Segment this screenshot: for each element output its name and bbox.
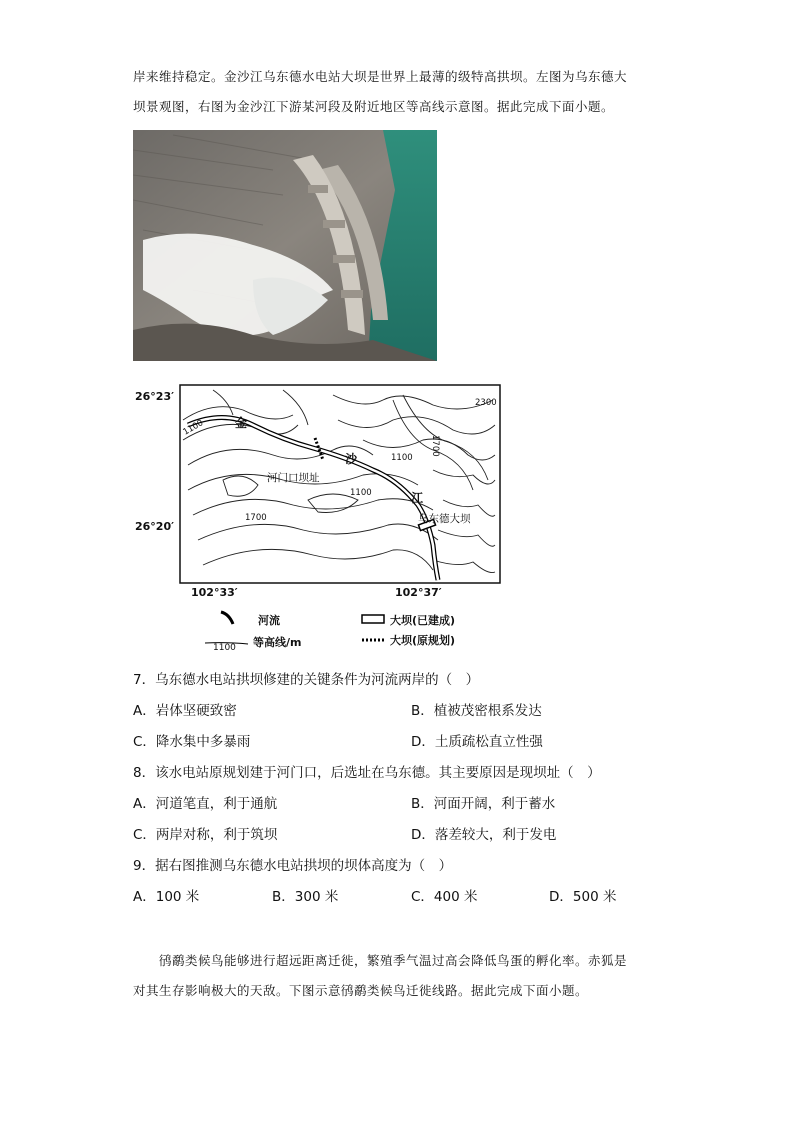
- dam-photo: [133, 130, 437, 361]
- map-legend: [205, 612, 455, 653]
- question-8-stem: 8．该水电站原规划建于河门口，后选址在乌东德。其主要原因是现坝址（ ）: [133, 765, 601, 781]
- question-9-option-c[interactable]: C．400 米: [411, 889, 478, 905]
- outro-paragraph: [133, 946, 663, 1006]
- contour-map-svg: [133, 380, 533, 655]
- river-name-char-2: 沙: [345, 452, 358, 466]
- lon-right-label: 102°37′: [395, 586, 442, 599]
- question-8-option-d[interactable]: D．落差较大，利于发电: [411, 827, 557, 843]
- question-7-option-d[interactable]: D．土质疏松直立性强: [411, 734, 543, 750]
- map-frame: [180, 385, 500, 583]
- lat-top-label: 26°23′: [135, 390, 175, 403]
- contour-1700-right-label: 1700: [430, 435, 440, 457]
- legend-river-label: 河流: [258, 614, 280, 627]
- question-8-option-a[interactable]: A．河道笔直，利于通航: [133, 796, 278, 812]
- lon-left-label: 102°33′: [191, 586, 238, 599]
- outro-line-1: 鸻鹬类候鸟能够进行超远距离迁徙，繁殖季气温过高会降低鸟蛋的孵化率。赤狐是: [133, 953, 628, 968]
- site-wudongde-label: 乌东德大坝: [418, 513, 471, 525]
- question-9-option-b[interactable]: B．300 米: [272, 889, 339, 905]
- contour-2300-label: 2300: [475, 398, 497, 408]
- question-7-option-a[interactable]: A．岩体坚硬致密: [133, 703, 237, 719]
- lat-bottom-label: 26°20′: [135, 520, 175, 533]
- dam-photo-illustration: [133, 130, 437, 361]
- question-9-stem: 9．据右图推测乌东德水电站拱坝的坝体高度为（ ）: [133, 858, 453, 874]
- legend-contour-value: 1100: [213, 643, 236, 653]
- legend-dam-built-label: 大坝(已建成): [390, 614, 456, 627]
- legend-dam-built-symbol: [362, 615, 384, 623]
- question-7-option-b[interactable]: B．植被茂密根系发达: [411, 703, 542, 719]
- legend-contour-label: 等高线/m: [253, 636, 302, 649]
- intro-line-1: 岸来维持稳定。金沙江乌东德水电站大坝是世界上最薄的级特高拱坝。左图为乌东德大: [133, 69, 628, 84]
- site-hemenkou-label: 河门口坝址: [267, 472, 320, 484]
- legend-river-symbol: [221, 612, 233, 624]
- contour-1100-mid-label: 1100: [391, 453, 413, 463]
- contour-1100-left-label: 1100: [181, 418, 206, 438]
- question-7-stem: 7．乌东德水电站拱坝修建的关键条件为河流两岸的（ ）: [133, 672, 480, 688]
- legend-dam-planned-label: 大坝(原规划): [390, 634, 456, 647]
- outro-line-2: 对其生存影响极大的天敌。下图示意鸻鹬类候鸟迁徙线路。据此完成下面小题。: [133, 983, 589, 998]
- contour-1100-center-label: 1100: [350, 488, 372, 498]
- contour-map: [133, 380, 533, 655]
- intro-line-2: 坝景观图，右图为金沙江下游某河段及附近地区等高线示意图。据此完成下面小题。: [133, 99, 615, 114]
- question-9-option-a[interactable]: A．100 米: [133, 889, 200, 905]
- intro-paragraph: [133, 62, 663, 122]
- river-name-char-3: 江: [411, 491, 424, 505]
- contour-1700-left-label: 1700: [245, 513, 267, 523]
- question-7-option-c[interactable]: C．降水集中多暴雨: [133, 734, 251, 750]
- question-8-option-c[interactable]: C．两岸对称，利于筑坝: [133, 827, 278, 843]
- question-8-option-b[interactable]: B．河面开阔，利于蓄水: [411, 796, 556, 812]
- river-name-char-1: 金: [235, 416, 248, 430]
- question-9-option-d[interactable]: D．500 米: [549, 889, 617, 905]
